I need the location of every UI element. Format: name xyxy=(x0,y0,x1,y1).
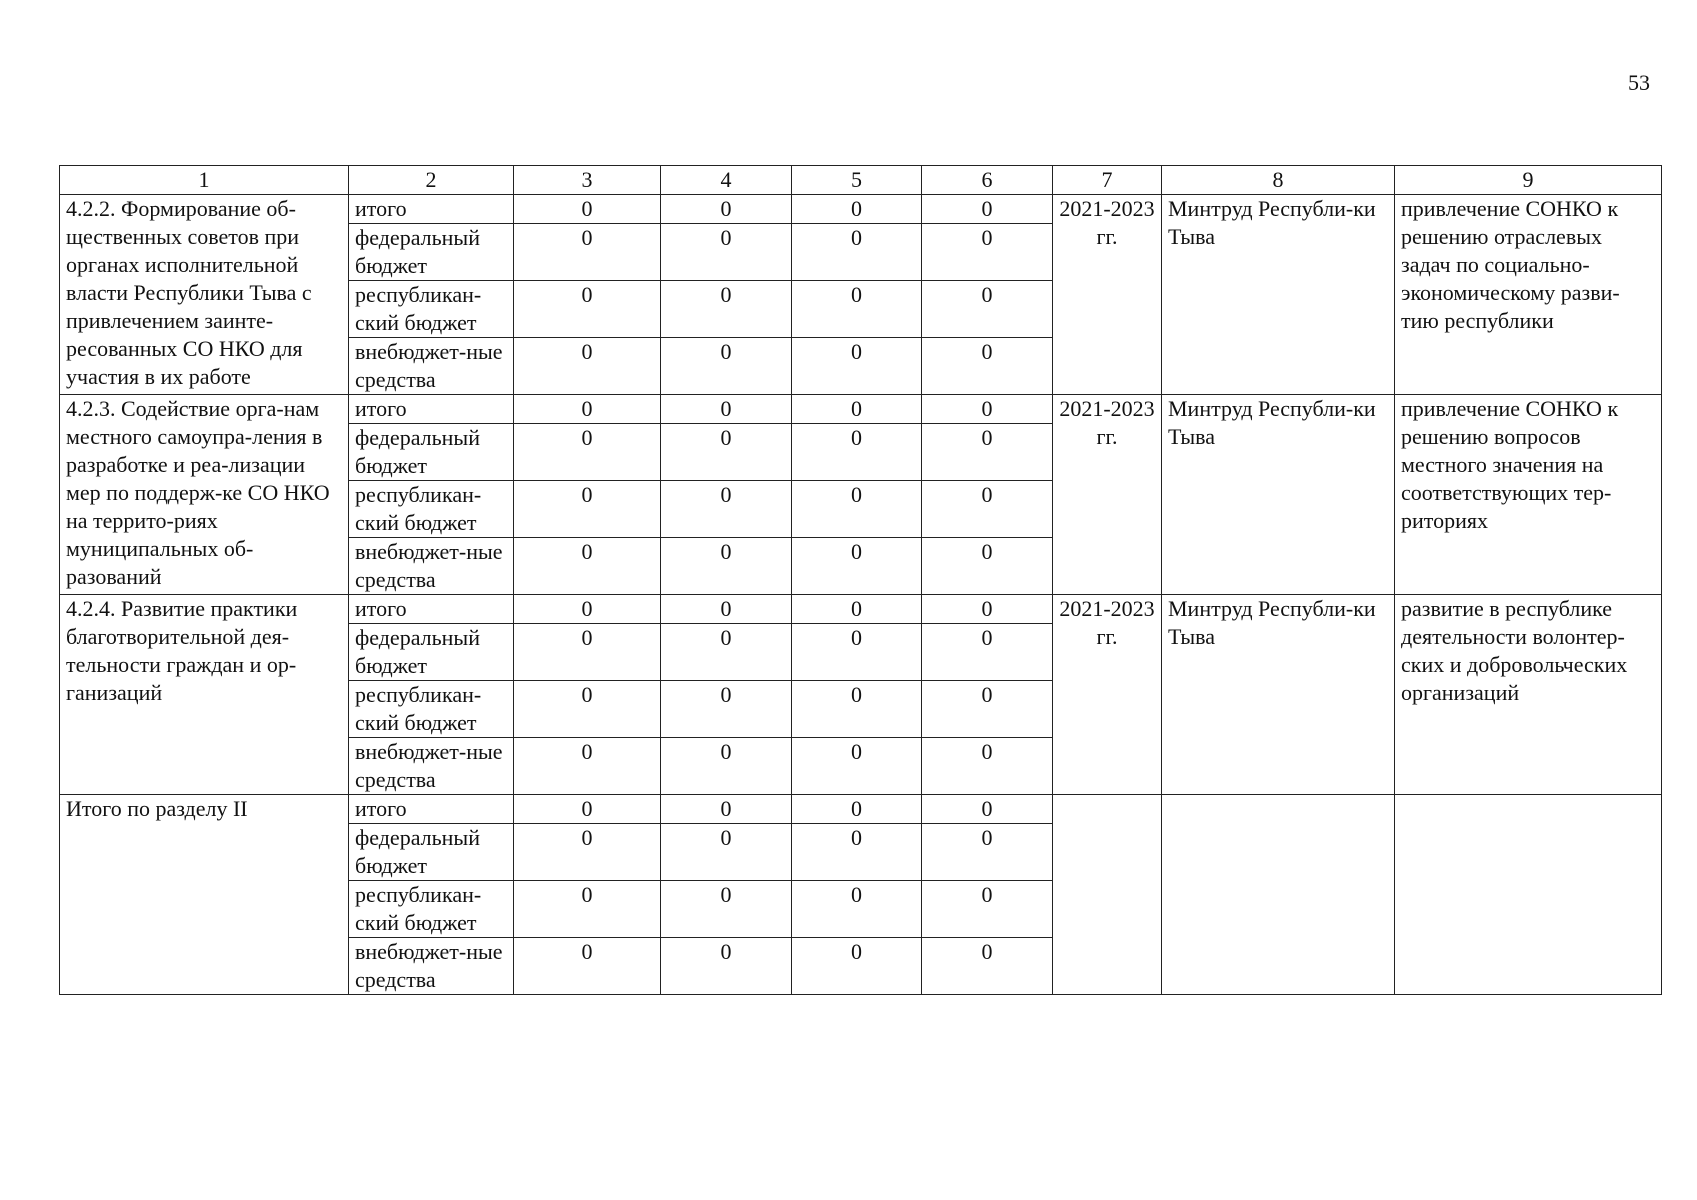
amount-cell: 0 xyxy=(792,824,922,881)
amount-cell: 0 xyxy=(792,595,922,624)
amount-cell: 0 xyxy=(514,824,661,881)
amount-cell: 0 xyxy=(514,481,661,538)
amount-cell: 0 xyxy=(514,938,661,995)
amount-cell: 0 xyxy=(514,338,661,395)
column-number: 7 xyxy=(1053,166,1162,195)
amount-cell: 0 xyxy=(514,395,661,424)
amount-cell: 0 xyxy=(922,795,1053,824)
amount-cell: 0 xyxy=(514,681,661,738)
amount-cell: 0 xyxy=(661,424,792,481)
amount-cell: 0 xyxy=(661,338,792,395)
implementation-period: 2021-2023 гг. xyxy=(1053,395,1162,595)
amount-cell: 0 xyxy=(922,738,1053,795)
amount-cell: 0 xyxy=(661,538,792,595)
amount-cell: 0 xyxy=(661,595,792,624)
expected-result: привлечение СОНКО к решению отраслевых задач по социально-экономическому разви-тию республики xyxy=(1395,195,1662,395)
amount-cell: 0 xyxy=(661,395,792,424)
funding-source: внебюджет-ные средства xyxy=(349,938,514,995)
column-number: 6 xyxy=(922,166,1053,195)
column-number: 8 xyxy=(1162,166,1395,195)
program-table xyxy=(59,165,1662,995)
funding-source: итого xyxy=(349,195,514,224)
amount-cell: 0 xyxy=(792,938,922,995)
page-number: 53 xyxy=(1628,70,1650,95)
amount-cell: 0 xyxy=(922,595,1053,624)
amount-cell: 0 xyxy=(922,195,1053,224)
column-number: 5 xyxy=(792,166,922,195)
responsible-executor: Минтруд Республи-ки Тыва xyxy=(1162,395,1395,595)
amount-cell: 0 xyxy=(514,881,661,938)
amount-cell: 0 xyxy=(514,224,661,281)
amount-cell: 0 xyxy=(661,224,792,281)
amount-cell: 0 xyxy=(514,595,661,624)
amount-cell: 0 xyxy=(514,795,661,824)
amount-cell: 0 xyxy=(661,281,792,338)
funding-source: федеральный бюджет xyxy=(349,424,514,481)
amount-cell: 0 xyxy=(922,281,1053,338)
amount-cell: 0 xyxy=(514,624,661,681)
table-row xyxy=(60,395,1662,424)
funding-source: федеральный бюджет xyxy=(349,624,514,681)
amount-cell: 0 xyxy=(661,881,792,938)
funding-source: республикан-ский бюджет xyxy=(349,481,514,538)
funding-source: республикан-ский бюджет xyxy=(349,281,514,338)
measure-name: 4.2.4. Развитие практики благотворительной дея-тельности граждан и ор-ганизаций xyxy=(60,595,349,795)
amount-cell: 0 xyxy=(792,624,922,681)
column-number: 2 xyxy=(349,166,514,195)
amount-cell: 0 xyxy=(792,281,922,338)
amount-cell: 0 xyxy=(514,538,661,595)
amount-cell: 0 xyxy=(792,481,922,538)
measure-name: 4.2.3. Содействие орга-нам местного самоупра-ления в разработке и реа-лизации мер по поддерж-ке СО НКО на террито-риях муниципальных об-разований xyxy=(60,395,349,595)
column-number: 3 xyxy=(514,166,661,195)
amount-cell: 0 xyxy=(922,481,1053,538)
funding-source: итого xyxy=(349,395,514,424)
amount-cell: 0 xyxy=(922,824,1053,881)
implementation-period: 2021-2023 гг. xyxy=(1053,595,1162,795)
funding-source: федеральный бюджет xyxy=(349,824,514,881)
amount-cell: 0 xyxy=(922,938,1053,995)
amount-cell: 0 xyxy=(792,881,922,938)
measure-name: 4.2.2. Формирование об-щественных советов при органах исполнительной власти Республики Тыва с привлечением заинте-ресованных СО НКО для участия в их работе xyxy=(60,195,349,395)
amount-cell: 0 xyxy=(514,281,661,338)
amount-cell: 0 xyxy=(792,681,922,738)
expected-result: развитие в республике деятельности волонтер-ских и добровольческих организаций xyxy=(1395,595,1662,795)
funding-source: внебюджет-ные средства xyxy=(349,538,514,595)
funding-source: республикан-ский бюджет xyxy=(349,881,514,938)
amount-cell: 0 xyxy=(661,481,792,538)
amount-cell: 0 xyxy=(922,624,1053,681)
implementation-period xyxy=(1053,795,1162,995)
table-row xyxy=(60,595,1662,624)
amount-cell: 0 xyxy=(661,938,792,995)
amount-cell: 0 xyxy=(661,681,792,738)
column-number: 9 xyxy=(1395,166,1662,195)
responsible-executor: Минтруд Республи-ки Тыва xyxy=(1162,595,1395,795)
funding-source: итого xyxy=(349,795,514,824)
amount-cell: 0 xyxy=(792,795,922,824)
funding-source: внебюджет-ные средства xyxy=(349,338,514,395)
amount-cell: 0 xyxy=(661,824,792,881)
amount-cell: 0 xyxy=(922,881,1053,938)
column-number: 4 xyxy=(661,166,792,195)
responsible-executor xyxy=(1162,795,1395,995)
amount-cell: 0 xyxy=(792,395,922,424)
amount-cell: 0 xyxy=(661,624,792,681)
amount-cell: 0 xyxy=(792,224,922,281)
amount-cell: 0 xyxy=(922,224,1053,281)
column-number: 1 xyxy=(60,166,349,195)
implementation-period: 2021-2023 гг. xyxy=(1053,195,1162,395)
amount-cell: 0 xyxy=(661,795,792,824)
responsible-executor: Минтруд Республи-ки Тыва xyxy=(1162,195,1395,395)
amount-cell: 0 xyxy=(661,195,792,224)
amount-cell: 0 xyxy=(661,738,792,795)
measure-name: Итого по разделу II xyxy=(60,795,349,995)
amount-cell: 0 xyxy=(922,338,1053,395)
amount-cell: 0 xyxy=(514,424,661,481)
funding-source: итого xyxy=(349,595,514,624)
funding-source: федеральный бюджет xyxy=(349,224,514,281)
amount-cell: 0 xyxy=(792,738,922,795)
amount-cell: 0 xyxy=(922,424,1053,481)
expected-result xyxy=(1395,795,1662,995)
amount-cell: 0 xyxy=(792,338,922,395)
amount-cell: 0 xyxy=(922,538,1053,595)
funding-source: республикан-ский бюджет xyxy=(349,681,514,738)
amount-cell: 0 xyxy=(514,738,661,795)
column-number-row xyxy=(60,166,1662,195)
table-row xyxy=(60,195,1662,224)
table-row xyxy=(60,795,1662,824)
expected-result: привлечение СОНКО к решению вопросов местного значения на соответствующих тер-риториях xyxy=(1395,395,1662,595)
funding-source: внебюджет-ные средства xyxy=(349,738,514,795)
amount-cell: 0 xyxy=(922,681,1053,738)
amount-cell: 0 xyxy=(922,395,1053,424)
amount-cell: 0 xyxy=(792,195,922,224)
amount-cell: 0 xyxy=(514,195,661,224)
amount-cell: 0 xyxy=(792,538,922,595)
amount-cell: 0 xyxy=(792,424,922,481)
